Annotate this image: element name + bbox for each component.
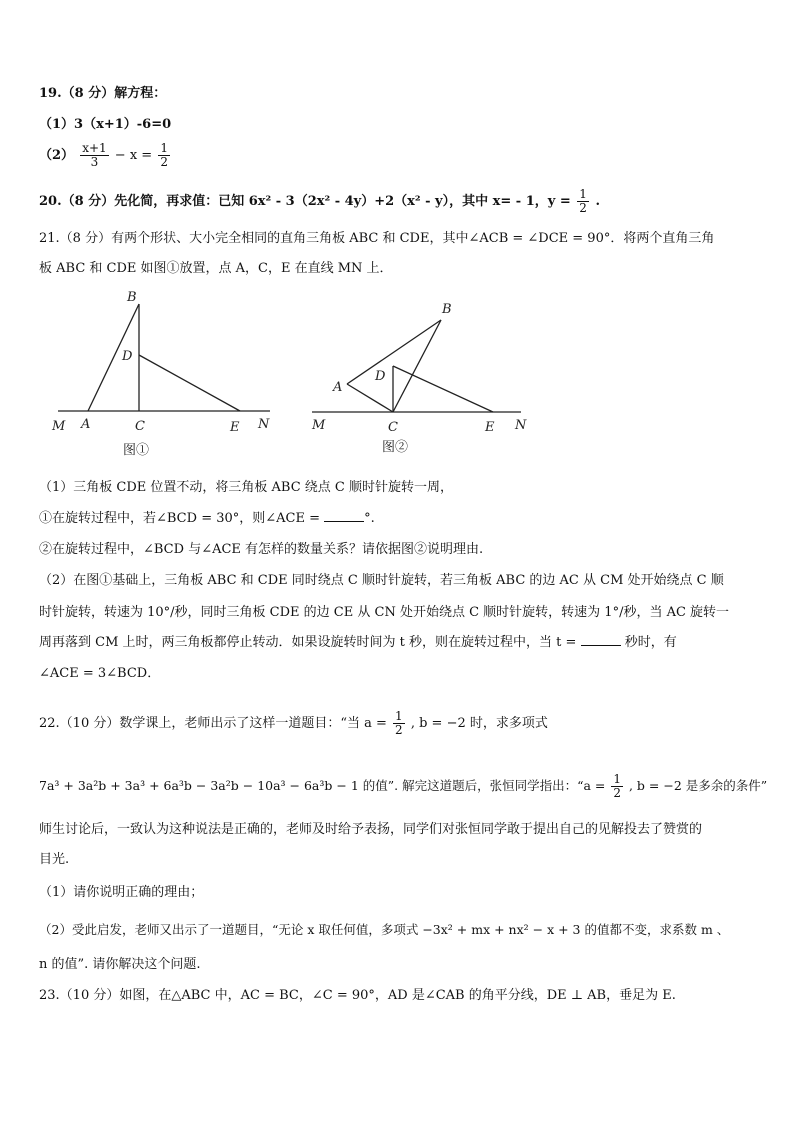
q22-line1-fraction xyxy=(393,710,405,737)
fig1-label-a: A xyxy=(81,417,91,432)
q22-sub2-line1: （2）受此启发，老师又出示了一道题目，“无论 x 取任何值，多项式 −3x² + mx + nx² − x + 3 的值都不变，求系数 m 、 xyxy=(39,922,730,937)
q21-sub2-line3-text: 周再落到 CM 上时，两三角板都停止转动．如果设旋转时间为 t 秒，则在旋转过程中，当 t = xyxy=(39,635,577,650)
q22-line1 xyxy=(39,710,548,737)
q22-line4: 目光. xyxy=(39,852,70,867)
q20-frac-den: 2 xyxy=(579,201,587,215)
q22-sub2-line2: n 的值”. 请你解决这个问题. xyxy=(39,957,201,972)
q21-figure-1 xyxy=(0,0,794,470)
q21-sub2-line2: 时针旋转，转速为 10°/秒，同时三角板 CDE 的边 CE 从 CN 处开始绕点 C 顺时针旋转，转速为 1°/秒，当 AC 旋转一 xyxy=(39,605,730,620)
q22-frac2-den: 2 xyxy=(613,786,621,800)
q21-sub2-line3-end: 秒时，有 xyxy=(624,635,677,650)
q20-end: . xyxy=(595,194,600,209)
fig2-label-c: C xyxy=(388,420,398,435)
fig2-label-b: B xyxy=(442,302,452,317)
q21-sub1a-end: °. xyxy=(364,511,375,526)
q19-frac2-den: 2 xyxy=(160,155,168,169)
q22-line2 xyxy=(39,773,767,800)
q19-frac2-num: 1 xyxy=(160,141,168,155)
fig2-caption: 图② xyxy=(382,440,409,455)
q19-part2-mid: − x = xyxy=(114,148,153,163)
q21-sub2-blank xyxy=(581,645,621,646)
q21-line1: 21.（8 分）有两个形状、大小完全相同的直角三角板 ABC 和 CDE，其中∠ACB = ∠DCE = 90°．将两个直角三角 xyxy=(39,231,715,246)
fig2-label-n: N xyxy=(515,418,527,433)
q22-frac1-den: 2 xyxy=(395,723,403,737)
fig1-label-m: M xyxy=(52,419,66,434)
q22-line2-end: , b = −2 是多余的条件” xyxy=(628,778,768,793)
q21-sub1a-text: ①在旋转过程中，若∠BCD = 30°，则∠ACE = xyxy=(39,511,320,526)
fig2-label-a: A xyxy=(333,380,343,395)
q21-sub2-line1: （2）在图①基础上，三角板 ABC 和 CDE 同时绕点 C 顺时针旋转，若三角板 ABC 的边 AC 从 CM 处开始绕点 C 顺 xyxy=(39,573,724,588)
q19-frac1-num: x+1 xyxy=(82,141,107,155)
q19-part2-label: （2） xyxy=(39,148,75,163)
q20-frac-num: 1 xyxy=(579,187,587,201)
q21-sub2-line4: ∠ACE = 3∠BCD． xyxy=(39,666,161,681)
fig1-label-b: B xyxy=(127,290,137,305)
q19-part1: （1）3（x+1）-6=0 xyxy=(39,117,172,132)
q21-sub1b: ②在旋转过程中，∠BCD 与∠ACE 有怎样的数量关系？请依据图②说明理由. xyxy=(39,542,484,557)
q19-heading: 19.（8 分）解方程： xyxy=(39,86,167,101)
q22-frac1-num: 1 xyxy=(395,709,403,723)
q21-sub1a xyxy=(39,511,375,527)
fig2-segment-bc xyxy=(393,320,441,412)
q21-sub2-line3 xyxy=(39,635,677,651)
q22-sub1: （1）请你说明正确的理由； xyxy=(39,885,204,900)
q19-frac1-den: 3 xyxy=(90,155,99,169)
fig2-label-d: D xyxy=(375,369,386,384)
q21-sub1a-blank xyxy=(324,521,364,522)
q22-frac2-num: 1 xyxy=(613,772,621,786)
q22-line1-text: 22.（10 分）数学课上，老师出示了这样一道题目：“当 a = xyxy=(39,716,387,731)
fig2-label-m: M xyxy=(312,418,326,433)
fig1-label-c: C xyxy=(135,419,145,434)
fig2-segment-ac xyxy=(347,384,393,412)
fig1-label-n: N xyxy=(258,417,270,432)
q22-line3: 师生讨论后，一致认为这种说法是正确的，老师及时给予表扬，同学们对张恒同学敢于提出自己的见解投去了赞赏的 xyxy=(39,822,703,837)
q22-line2-fraction xyxy=(611,773,623,800)
fig2-segment-de xyxy=(393,366,493,412)
q20-body: 20.（8 分）先化简，再求值：已知 6x² - 3（2x² - 4y）+2（x² - y），其中 x= - 1，y = xyxy=(39,194,571,209)
fig1-caption: 图① xyxy=(123,443,150,458)
fig2-segment-ab xyxy=(347,320,441,384)
q22-line2-text: 7a³ + 3a²b + 3a³ + 6a³b − 3a²b − 10a³ − 6a³b − 1 的值”. 解完这道题后，张恒同学指出：“a = xyxy=(39,778,606,793)
q23-text: 23.（10 分）如图，在△ABC 中，AC = BC，∠C = 90°，AD 是∠CAB 的角平分线，DE ⊥ AB，垂足为 E. xyxy=(39,988,676,1003)
q22-line1-end: , b = −2 时，求多项式 xyxy=(410,716,548,731)
fig1-label-d: D xyxy=(122,349,133,364)
q21-line2: 板 ABC 和 CDE 如图①放置，点 A，C，E 在直线 MN 上． xyxy=(39,261,393,276)
q21-sub1: （1）三角板 CDE 位置不动，将三角板 ABC 绕点 C 顺时针旋转一周， xyxy=(39,480,454,495)
fig1-segment-de xyxy=(139,355,240,411)
fig1-label-e: E xyxy=(230,420,240,435)
fig2-label-e: E xyxy=(485,420,495,435)
q21-figure-2 xyxy=(312,320,521,412)
